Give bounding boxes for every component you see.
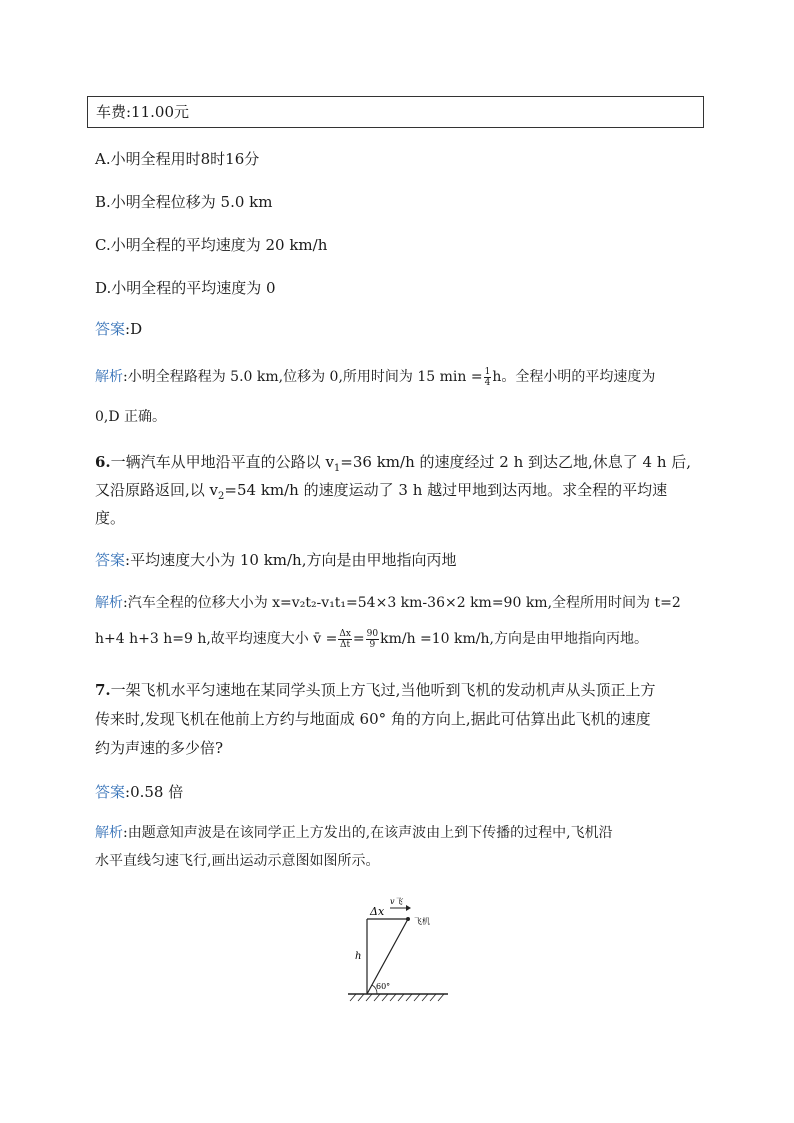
plane-label: 飞机	[414, 917, 430, 926]
option-c: C.小明全程的平均速度为 20 km/h	[95, 236, 328, 254]
answer-text: :D	[125, 320, 143, 338]
analysis-text: :小明全程路程为 5.0 km,位移为 0,所用时间为 15 min =	[123, 369, 483, 385]
question-number: 6.	[95, 453, 111, 471]
fraction-90-9	[366, 629, 379, 650]
q7-line-3: 约为声速的多少倍?	[95, 739, 224, 757]
q6-line-2: 又沿原路返回,以 $v_2=54$ km/h 的速度运动了 3 h 越过甲地到达丙地。求全程的平均速	[95, 481, 668, 502]
q7-text-1: 一架飞机水平匀速地在某同学头顶上方飞过,当他听到飞机的发动机声从头顶正上方	[110, 681, 656, 699]
answer-label: 答案	[95, 320, 126, 338]
fraction	[484, 367, 492, 388]
q5-answer	[95, 318, 142, 339]
fraction-dx-dt	[338, 629, 352, 650]
q6-text-b: =36 km/h 的速度经过 2 h 到达乙地,休息了 4 h 后,	[340, 453, 692, 471]
fraction-numerator: Δx	[339, 628, 351, 639]
analysis-label: 解析	[95, 595, 123, 611]
fare-table-row	[87, 96, 704, 128]
h-label: h	[355, 951, 362, 962]
q7-line-1	[95, 679, 655, 700]
analysis-text: :汽车全程的位移大小为 x=v₂t₂-v₁t₁=54×3 km-36×2 km=90 km,全程所用时间为 t=2	[123, 595, 681, 611]
answer-label: 答案	[95, 783, 126, 801]
q5-analysis-line-1	[95, 366, 655, 388]
plane-dot	[406, 917, 410, 921]
fraction-denominator: 4	[484, 377, 491, 388]
option-d: D.小明全程的平均速度为 0	[95, 279, 276, 297]
analysis-label: 解析	[95, 825, 123, 841]
analysis-text-2: h。全程小明的平均速度为	[492, 369, 656, 385]
q6-line-3: 度。	[95, 509, 126, 527]
fare-text: 车费:11.00元	[96, 103, 189, 121]
answer-text: :平均速度大小为 10 km/h,方向是由甲地指向丙地	[125, 551, 457, 569]
ground-hatching	[350, 994, 444, 1001]
q6-analysis-line-2: h+4 h+3 h=9 h,故平均速度大小 v̄ = $\frac{\Delta x}{\Delta t}$ = $\frac{90}{9}$ km/h =10 km/h,方向是由甲地指向丙地。	[95, 628, 648, 650]
answer-text: :0.58 倍	[125, 783, 184, 801]
analysis-text-b: km/h =10 km/h,方向是由甲地指向丙地。	[380, 631, 648, 647]
option-a: A.小明全程用时8时16分	[95, 150, 260, 168]
q7-answer	[95, 781, 183, 802]
fraction-numerator: 90	[366, 628, 379, 639]
q7-analysis-line-2: 水平直线匀速飞行,画出运动示意图如图所示。	[95, 853, 380, 869]
q6-text-d: =54 km/h 的速度运动了 3 h 越过甲地到达丙地。求全程的平均速	[224, 481, 668, 499]
q6-text-a: 一辆汽车从甲地沿平直的公路以 v	[110, 453, 334, 471]
fraction-denominator: Δt	[340, 639, 351, 650]
q6-text-c: 又沿原路返回,以 v	[95, 481, 219, 499]
dx-label: Δx	[370, 905, 385, 918]
option-b: B.小明全程位移为 5.0 km	[95, 193, 273, 211]
q7-analysis-line-1	[95, 822, 613, 842]
analysis-text: :由题意知声波是在该同学正上方发出的,在该声波由上到下传播的过程中,飞机沿	[123, 825, 613, 841]
analysis-text-a: h+4 h+3 h=9 h,故平均速度大小 v̄ =	[95, 631, 338, 647]
q7-line-2: 传来时,发现飞机在他前上方约与地面成 60° 角的方向上,据此可估算出此飞机的速度	[95, 710, 651, 728]
q6-answer	[95, 549, 457, 570]
velocity-label: v飞	[390, 897, 403, 906]
answer-label: 答案	[95, 551, 126, 569]
motion-diagram	[340, 893, 460, 1003]
fraction-numerator: 1	[484, 366, 491, 377]
q5-analysis-line-2: 0,D 正确。	[95, 409, 167, 425]
question-number: 7.	[95, 681, 111, 699]
fraction-denominator: 9	[369, 639, 376, 650]
q6-line-1: 6.一辆汽车从甲地沿平直的公路以 $v_1=36$ km/h 的速度经过 2 h 到达乙地,休息了 4 h 后,	[95, 453, 692, 474]
analysis-label: 解析	[95, 369, 123, 385]
angle-label: 60°	[376, 982, 391, 991]
q6-analysis-line-1	[95, 592, 681, 612]
velocity-arrowhead	[406, 905, 411, 911]
